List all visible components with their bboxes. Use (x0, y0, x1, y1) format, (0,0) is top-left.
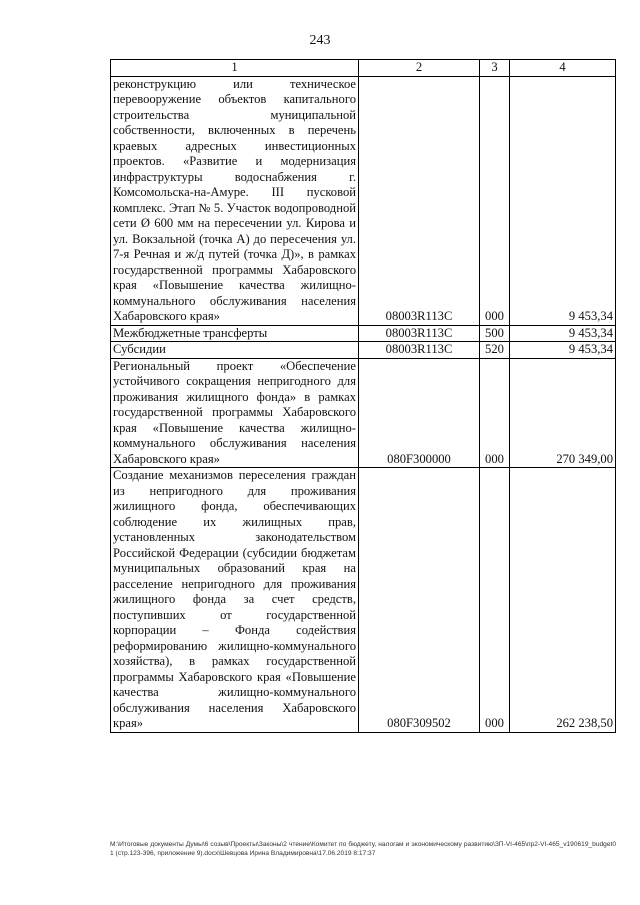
table-row (111, 342, 616, 359)
header-col-3: 3 (480, 60, 510, 77)
row-description: Субсидии (111, 342, 359, 359)
table-row (111, 325, 616, 342)
row-expense-type: 500 (480, 325, 510, 342)
row-target-code: 08003R113C (359, 342, 480, 359)
table-header-row (111, 60, 616, 77)
row-target-code: 08003R113C (359, 76, 480, 325)
row-description: Создание механизмов переселения граждан из непригодного для проживания жилищного фонда, обеспечивающих соблюдение их жилищных прав, установленных законодательством Российской Федерации (субсидии бюджетам муниципальных образований края на расселение непригодного для проживания жилищного фонда за счет средств, поступивших от государственной корпорации – Фонда содействия реформированию жилищно-коммунального хозяйства), в рамках государственной программы Хабаровского края «Повышение качества жилищно-коммунального обслуживания населения Хабаровского края» (111, 468, 359, 733)
row-amount: 9 453,34 (510, 76, 616, 325)
row-description: реконструкцию или техническое перевооружение объектов капитального строительства муниципальной собственности, включенных в перечень краевых адресных инвестиционных проектов. «Развитие и модернизация инфраструктуры водоснабжения г. Комсомольска-на-Амуре. III пусковой комплекс. Этап № 5. Участок водопроводной сети Ø 600 мм на пересечении ул. Кирова и ул. Вокзальной (точка А) до пересечения ул. 7-я Речная и ж/д путей (точка Д)», в рамках государственной программы Хабаровского края «Повышение качества жилищно-коммунального обслуживания населения Хабаровского края» (111, 76, 359, 325)
row-target-code: 080F309502 (359, 468, 480, 733)
row-amount: 9 453,34 (510, 342, 616, 359)
row-amount: 262 238,50 (510, 468, 616, 733)
row-description: Региональный проект «Обеспечение устойчивого сокращения непригодного для проживания жилищного фонда» в рамках государственной программы Хабаровского края «Повышение качества жилищно-коммунального обслуживания населения Хабаровского края» (111, 358, 359, 468)
row-amount: 9 453,34 (510, 325, 616, 342)
row-target-code: 080F300000 (359, 358, 480, 468)
table-row (111, 76, 616, 325)
table-row (111, 358, 616, 468)
row-expense-type: 000 (480, 76, 510, 325)
header-col-2: 2 (359, 60, 480, 77)
budget-table (110, 59, 616, 733)
row-target-code: 08003R113C (359, 325, 480, 342)
page-number: 243 (309, 33, 331, 48)
row-amount: 270 349,00 (510, 358, 616, 468)
header-col-4: 4 (510, 60, 616, 77)
row-expense-type: 520 (480, 342, 510, 359)
table-row (111, 468, 616, 733)
header-col-1: 1 (111, 60, 359, 77)
row-description: Межбюджетные трансферты (111, 325, 359, 342)
document-file-path-footer: M:\Итоговые документы Думы\6 созыв\Проекты\Законы\2 чтение\Комитет по бюджету, налогам и экономическому развитию\ЗП-VI-465\пр2-VI-465_v190619_budget01 (стр.123-396, приложение 9).docx\Шевцова Ирина Владимировна\17.06.2019 8:17:37 (110, 841, 616, 857)
row-expense-type: 000 (480, 358, 510, 468)
row-expense-type: 000 (480, 468, 510, 733)
